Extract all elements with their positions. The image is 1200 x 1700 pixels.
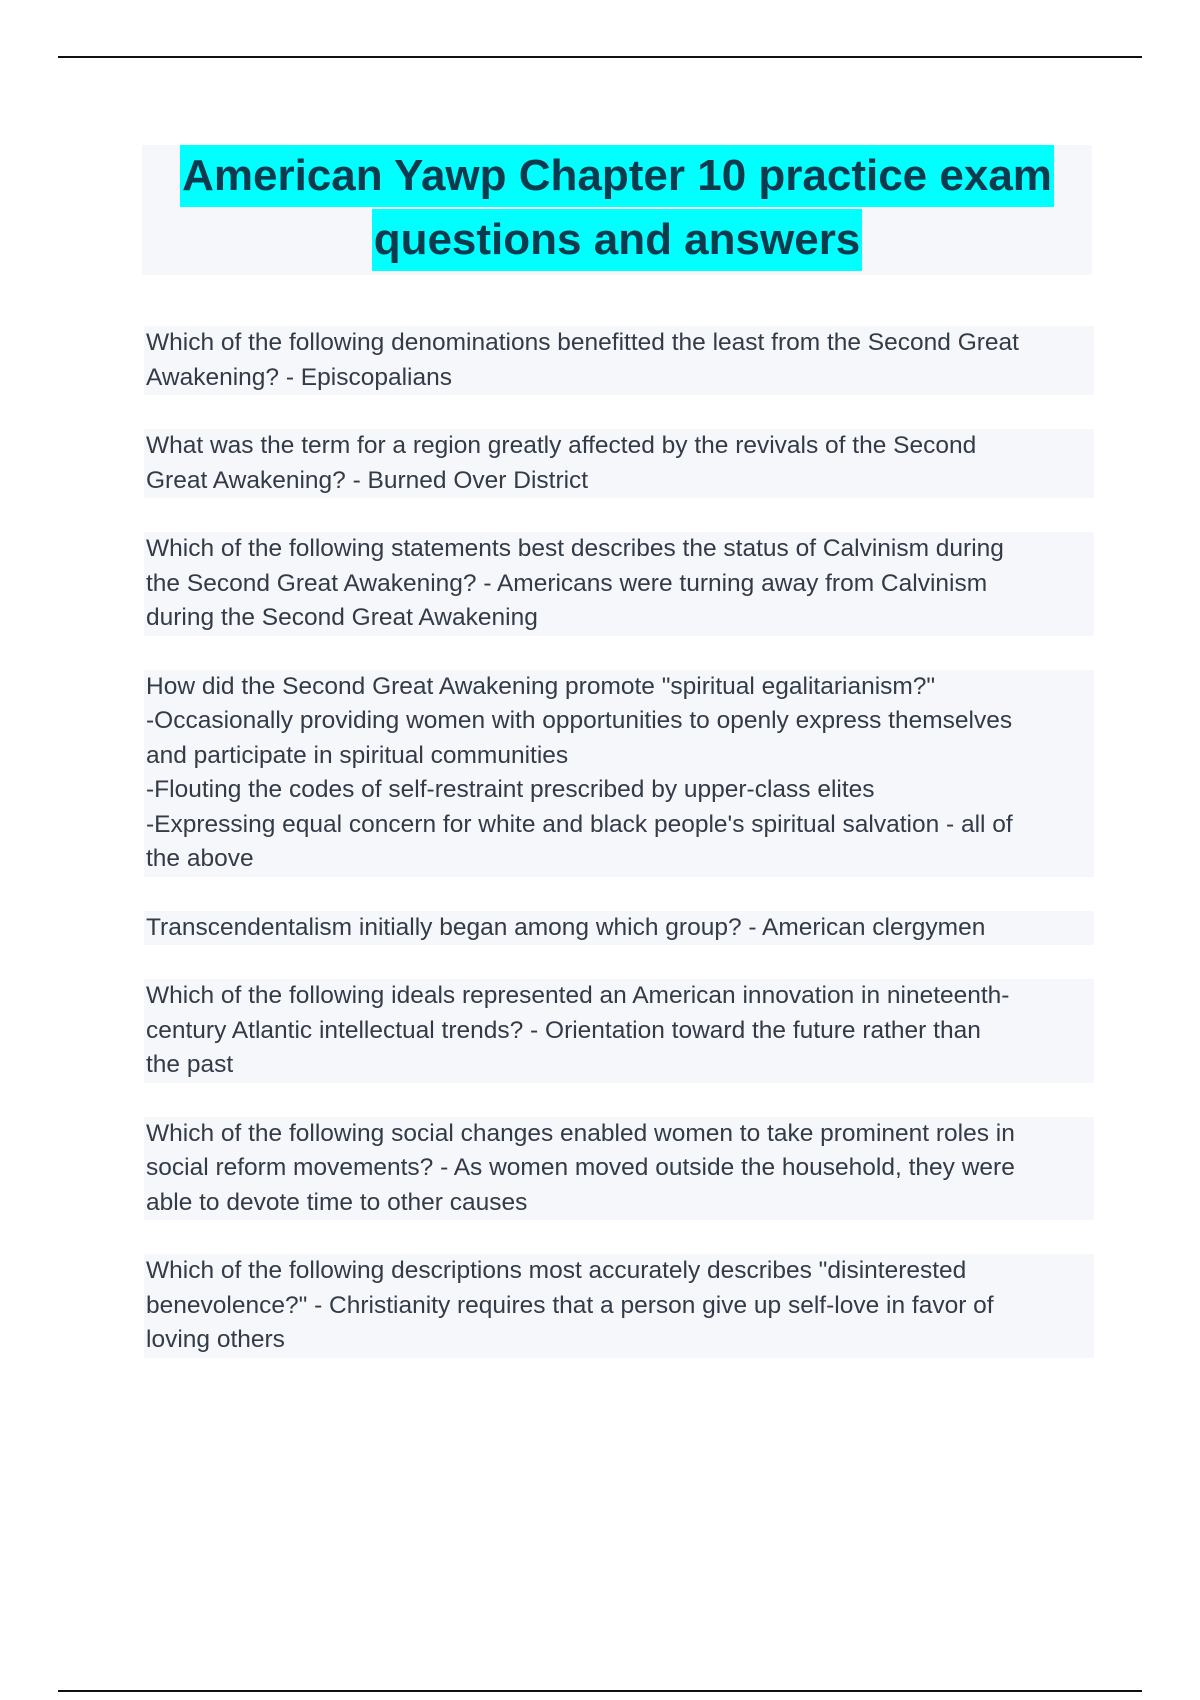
title-line-1: American Yawp Chapter 10 practice exam [180, 145, 1054, 207]
qa-list [144, 326, 1094, 1392]
bottom-rule [58, 1690, 1142, 1692]
document-title [142, 145, 1092, 275]
qa-item: Which of the following social changes enabled women to take prominent roles in social reform movements? - As women moved outside the household, they were able to devote time to other causes [144, 1117, 1094, 1221]
qa-item: Which of the following descriptions most accurately describes "disinterested benevolence?" - Christianity requires that a person give up self-love in favor of loving others [144, 1254, 1094, 1358]
qa-item: How did the Second Great Awakening promote "spiritual egalitarianism?" -Occasionally providing women with opportunities to openly express themselves and participate in spiritual communities -Flouting the codes of self-restraint prescribed by upper-class elites -Expressing equal concern for white and black people's spiritual salvation - all of the above [144, 670, 1094, 877]
qa-item: Which of the following denominations benefitted the least from the Second Great Awakening? - Episcopalians [144, 326, 1094, 395]
qa-item: Which of the following ideals represented an American innovation in nineteenth- century Atlantic intellectual trends? - Orientation toward the future rather than the past [144, 979, 1094, 1083]
qa-item: Which of the following statements best describes the status of Calvinism during the Second Great Awakening? - Americans were turning away from Calvinism during the Second Great Awakening [144, 532, 1094, 636]
qa-item: What was the term for a region greatly affected by the revivals of the Second Great Awakening? - Burned Over District [144, 429, 1094, 498]
top-rule [58, 56, 1142, 58]
title-line-2: questions and answers [372, 209, 863, 271]
qa-item: Transcendentalism initially began among which group? - American clergymen [144, 911, 1094, 946]
